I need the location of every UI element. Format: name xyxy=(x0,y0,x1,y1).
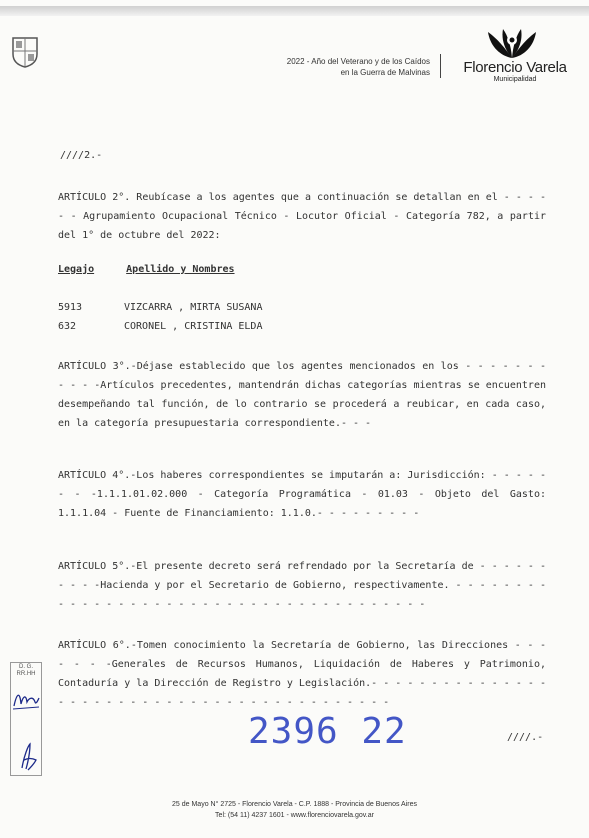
header-motto-line1: 2022 - Año del Veterano y de los Caídos xyxy=(286,57,430,66)
scan-top-edge xyxy=(0,6,589,16)
header-divider xyxy=(440,54,441,78)
column-header-legajo: Legajo xyxy=(58,264,95,275)
decree-number: 2396 22 xyxy=(248,711,407,752)
article-5: ARTÍCULO 5°.-El presente decreto será refrendado por la Secretaría de - - - - - - - - - -Hacienda y por el Secretario de Gobierno, respectivamente. - - - - - - - - - - - - - - - - - - - - - - - - - - - - - - - - - - - - - - - xyxy=(58,561,546,610)
header-motto xyxy=(200,56,430,78)
margin-stamp-line2: RR.HH xyxy=(16,671,36,677)
article-3: ARTÍCULO 3°.-Déjase establecido que los agentes mencionados en los - - - - - - - - - - -Artículos precedentes, mantendrán dichas categorías mientras se encuentren desempeñando tal función, de lo contrario se procederá a reubicar, en cada caso, en la categoría presupuestaria correspondiente.- - - xyxy=(58,361,546,429)
brand-subtitle: Municipalidad xyxy=(493,76,537,83)
signature-initials-1 xyxy=(11,688,41,712)
table-header xyxy=(58,264,235,275)
footer-contact: Tel: (54 11) 4237 1601 - www.florenciovarela.gov.ar xyxy=(215,812,374,819)
signature-initials-2 xyxy=(18,742,40,772)
municipal-crest-icon xyxy=(10,34,40,68)
table-row xyxy=(58,302,262,313)
table-row xyxy=(58,321,262,332)
nombre-cell: CORONEL , CRISTINA ELDA xyxy=(124,321,263,332)
column-header-nombre: Apellido y Nombres xyxy=(126,264,235,275)
margin-stamp-line1: D. G. xyxy=(18,664,33,670)
continuation-marker: ////.- xyxy=(507,732,544,743)
article-6: ARTÍCULO 6°.-Tomen conocimiento la Secretaría de Gobierno, las Direcciones - - - - - - -Generales de Recursos Humanos, Liquidación de Haberes y Patrimonio, Contaduría y la Dirección de Registro y Legislación.- - - - - - - - - - - - - - - - - - - - - - - - - - - - - - - - - - - - - - - - - - - xyxy=(58,640,546,708)
florencio-varela-logo-icon xyxy=(486,28,538,60)
header-motto-line2: en la Guerra de Malvinas xyxy=(340,68,430,77)
brand xyxy=(452,60,578,84)
brand-name: Florencio Varela xyxy=(463,59,567,76)
legajo-cell: 632 xyxy=(58,321,77,332)
margin-stamp-label xyxy=(12,664,40,678)
footer-address: 25 de Mayo N° 2725 - Florencio Varela - C.P. 1888 - Provincia de Buenos Aires xyxy=(172,801,417,808)
article-2: ARTÍCULO 2°. Reubícase a los agentes que a continuación se detallan en el - - - - - - Agrupamiento Ocupacional Técnico - Locutor Oficial - Categoría 782, a partir del 1° de octubre del 2022: xyxy=(58,192,546,241)
page-marker: ////2.- xyxy=(60,150,103,161)
nombre-cell: VIZCARRA , MIRTA SUSANA xyxy=(124,302,263,313)
legajo-cell: 5913 xyxy=(58,302,83,313)
article-4: ARTÍCULO 4°.-Los haberes correspondientes se imputarán a: Jurisdicción: - - - - - - - -1.1.1.01.02.000 - Categoría Programática - 01.03 - Objeto del Gasto: 1.1.1.04 - Fuente de Financiamiento: 1.1.0.- - - - - - - - - xyxy=(58,470,546,519)
